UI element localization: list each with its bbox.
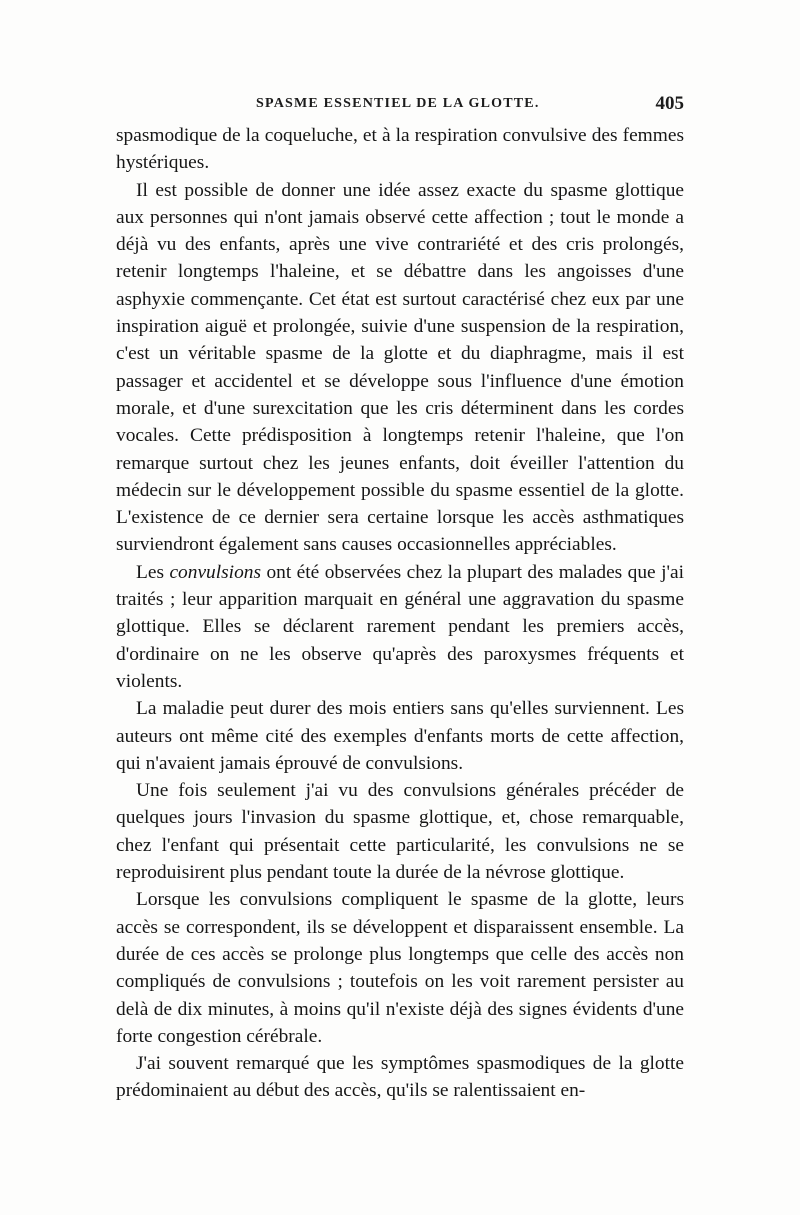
- running-head: [116, 93, 684, 118]
- paragraph-rest: ont été observées chez la plupart des malades que j'ai traités ; leur apparition marquait en général une aggravation du spasme glottique. Elles se déclarent rarement pendant les premiers accès, d'ordinaire on ne les observe qu'après des paroxysmes fréquents et violents.: [116, 561, 684, 692]
- page-number: 405: [655, 93, 684, 114]
- paragraph: [116, 559, 684, 695]
- body-text: [116, 122, 684, 1105]
- paragraph: Il est possible de donner une idée assez exacte du spasme glottique aux personnes qui n'ont jamais observé cette affection ; tout le monde a déjà vu des enfants, après une vive contrariété et des cris prolongés, retenir longtemps l'haleine, et se débattre dans les angoisses d'une asphyxie commençante. Cet état est surtout caractérisé chez eux par une inspiration aiguë et prolongée, suivie d'une suspension de la respiration, c'est un véritable spasme de la glotte et du diaphragme, mais il est passager et accidentel et se développe sous l'influence d'une émotion morale, et d'une surexcitation que les cris déterminent dans les cordes vocales. Cette prédisposition à longtemps retenir l'haleine, que l'on remarque surtout chez les jeunes enfants, doit éveiller l'attention du médecin sur le développement possible du spasme essentiel de la glotte. L'existence de ce dernier sera certaine lorsque les accès asthmatiques surviendront également sans causes occasionnelles appréciables.: [116, 179, 684, 556]
- paragraph: Une fois seulement j'ai vu des convulsions générales précéder de quelques jours l'invasion du spasme glottique, et, chose remarquable, chez l'enfant qui présentait cette particularité, les convulsions ne se reproduisirent plus pendant toute la durée de la névrose glottique.: [116, 780, 684, 884]
- paragraph: La maladie peut durer des mois entiers sans qu'elles surviennent. Les auteurs ont même cité des exemples d'enfants morts de cette affection, qui n'avaient jamais éprouvé de convulsions.: [116, 698, 684, 774]
- paragraph: J'ai souvent remarqué que les symptômes spasmodiques de la glotte prédominaient au début des accès, qu'ils se ralentissaient en-: [116, 1053, 684, 1102]
- emphasized-term: convulsions: [169, 561, 262, 583]
- running-title: SPASME ESSENTIEL DE LA GLOTTE.: [256, 96, 540, 111]
- paragraph: spasmodique de la coqueluche, et à la respiration convulsive des femmes hystériques.: [116, 125, 684, 174]
- paragraph: Lorsque les convulsions compliquent le spasme de la glotte, leurs accès se correspondent, ils se développent et disparaissent ensemble. La durée de ces accès se prolonge plus longtemps que celle des accès non compliqués de convulsions ; toutefois on les voit rarement persister au delà de dix minutes, à moins qu'il n'existe déjà des signes évidents d'une forte congestion cérébrale.: [116, 889, 684, 1047]
- paragraph-lead: Les: [136, 561, 170, 583]
